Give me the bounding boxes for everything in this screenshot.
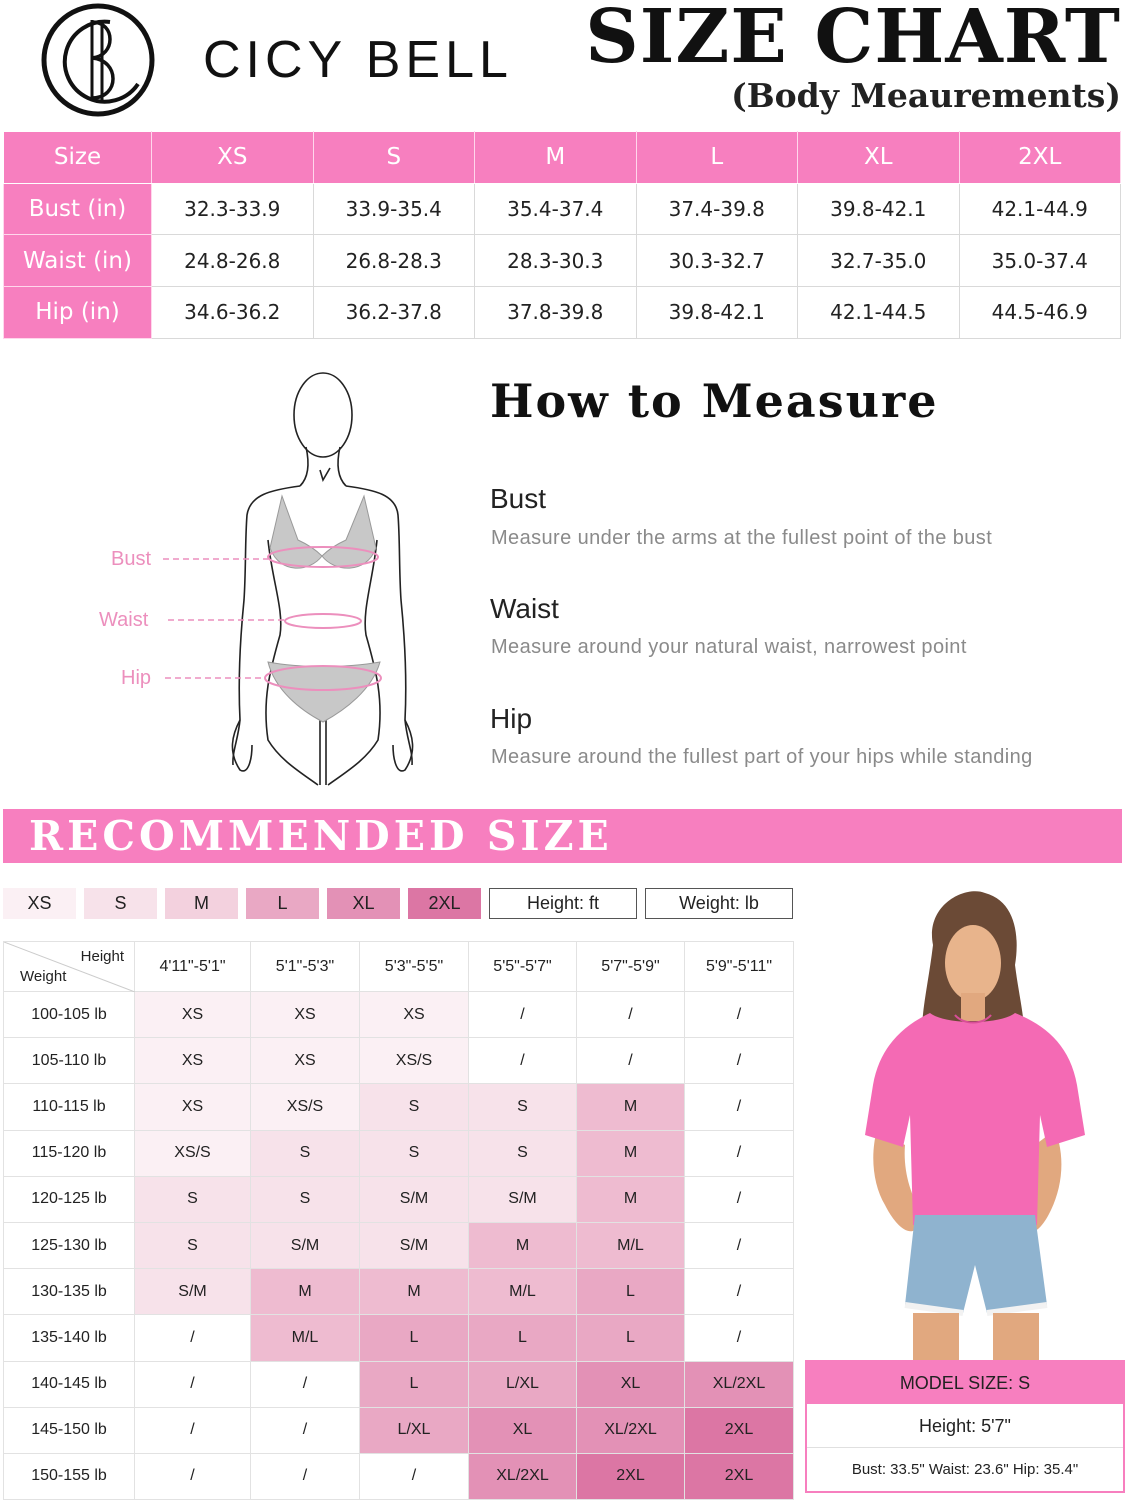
model-photo: [815, 885, 1115, 1360]
size-cell: XL/2XL: [577, 1407, 685, 1453]
height-header: 5'9"-5'11": [685, 942, 794, 992]
size-cell: /: [251, 1361, 360, 1407]
size-cell: M: [577, 1176, 685, 1222]
table-row: [4, 1407, 794, 1453]
table-cell: 42.1-44.9: [959, 183, 1121, 235]
measure-description-bust: Measure under the arms at the fullest point of the bust: [491, 527, 993, 549]
size-cell: S: [251, 1176, 360, 1222]
size-cell: XS/S: [135, 1130, 251, 1176]
size-cell: XL: [469, 1407, 577, 1453]
figure-label-hip: Hip: [121, 667, 152, 689]
brand-name: CICY BELL: [203, 31, 513, 89]
size-cell: M/L: [251, 1315, 360, 1361]
size-cell: /: [469, 1038, 577, 1084]
size-cell: XS: [135, 1038, 251, 1084]
size-cell: /: [577, 992, 685, 1038]
size-chart-table: [3, 131, 1121, 339]
size-cell: S: [360, 1084, 469, 1130]
size-column-header: Size: [4, 132, 152, 184]
body-measurement-figure: [95, 360, 425, 792]
size-cell: /: [251, 1453, 360, 1499]
size-column-header: XS: [152, 132, 314, 184]
table-row: [4, 1176, 794, 1222]
model-measurements: Bust: 33.5" Waist: 23.6" Hip: 35.4": [851, 1461, 1079, 1478]
table-cell: 32.7-35.0: [798, 235, 960, 287]
size-column-header: XL: [798, 132, 960, 184]
table-row: [4, 1130, 794, 1176]
size-cell: /: [135, 1407, 251, 1453]
table-cell: 39.8-42.1: [636, 287, 798, 339]
legend-swatch-2xl: 2XL: [408, 888, 481, 919]
corner-cell: [4, 942, 135, 992]
size-chart-row-hip: [4, 287, 1121, 339]
figure-label-waist: Waist: [99, 609, 149, 631]
weight-label: 135-140 lb: [4, 1315, 135, 1361]
row-label: Hip (in): [4, 287, 152, 339]
measure-heading-hip: Hip: [490, 703, 533, 734]
table-cell: 36.2-37.8: [313, 287, 475, 339]
size-chart-row-bust: [4, 183, 1121, 235]
table-cell: 37.8-39.8: [475, 287, 637, 339]
height-header-row: [4, 942, 794, 992]
size-cell: XL/2XL: [469, 1453, 577, 1499]
corner-weight-label: Weight: [20, 968, 67, 985]
size-cell: 2XL: [685, 1453, 794, 1499]
size-chart-row-waist: [4, 235, 1121, 287]
size-cell: L: [360, 1315, 469, 1361]
size-cell: XS: [251, 992, 360, 1038]
size-cell: M: [577, 1130, 685, 1176]
size-cell: M: [469, 1222, 577, 1268]
size-chart-header-row: [4, 132, 1121, 184]
size-column-header: S: [313, 132, 475, 184]
size-cell: S: [469, 1084, 577, 1130]
measure-heading-waist: Waist: [490, 593, 559, 624]
size-cell: L/XL: [469, 1361, 577, 1407]
size-cell: 2XL: [685, 1407, 794, 1453]
table-cell: 24.8-26.8: [152, 235, 314, 287]
size-cell: S/M: [360, 1176, 469, 1222]
size-cell: M: [577, 1084, 685, 1130]
height-header: 5'7"-5'9": [577, 942, 685, 992]
row-label: Waist (in): [4, 235, 152, 287]
size-cell: 2XL: [577, 1453, 685, 1499]
weight-label: 145-150 lb: [4, 1407, 135, 1453]
size-cell: L: [577, 1315, 685, 1361]
size-cell: /: [360, 1453, 469, 1499]
size-cell: /: [685, 1130, 794, 1176]
size-cell: S/M: [360, 1222, 469, 1268]
table-cell: 30.3-32.7: [636, 235, 798, 287]
size-cell: XS: [135, 1084, 251, 1130]
table-row: [4, 1084, 794, 1130]
weight-label: 150-155 lb: [4, 1453, 135, 1499]
size-cell: S: [251, 1130, 360, 1176]
size-cell: /: [685, 1222, 794, 1268]
size-cell: XS/S: [360, 1038, 469, 1084]
size-cell: XL/2XL: [685, 1361, 794, 1407]
weight-label: 125-130 lb: [4, 1222, 135, 1268]
row-label: Bust (in): [4, 183, 152, 235]
table-row: [4, 1038, 794, 1084]
legend-swatch-s: S: [84, 888, 157, 919]
table-row: [4, 1222, 794, 1268]
size-cell: M/L: [577, 1222, 685, 1268]
size-cell: S/M: [469, 1176, 577, 1222]
weight-label: 100-105 lb: [4, 992, 135, 1038]
measure-description-waist: Measure around your natural waist, narrowest point: [491, 636, 967, 658]
size-cell: /: [469, 992, 577, 1038]
table-row: [4, 1315, 794, 1361]
table-row: [4, 1269, 794, 1315]
legend-swatch-xs: XS: [3, 888, 76, 919]
weight-label: 140-145 lb: [4, 1361, 135, 1407]
model-size: MODEL SIZE: S: [807, 1362, 1123, 1404]
size-cell: L: [469, 1315, 577, 1361]
table-cell: 28.3-30.3: [475, 235, 637, 287]
size-cell: /: [577, 1038, 685, 1084]
size-cell: /: [685, 1176, 794, 1222]
measure-heading-bust: Bust: [490, 483, 547, 514]
size-column-header: L: [636, 132, 798, 184]
size-cell: XS: [135, 992, 251, 1038]
size-cell: L: [360, 1361, 469, 1407]
size-cell: XS/S: [251, 1084, 360, 1130]
figure-label-bust: Bust: [111, 548, 152, 570]
size-cell: S: [135, 1222, 251, 1268]
size-cell: /: [685, 1315, 794, 1361]
size-cell: XL: [577, 1361, 685, 1407]
model-height: Height: 5'7": [807, 1404, 1123, 1448]
size-cell: /: [135, 1361, 251, 1407]
table-row: [4, 992, 794, 1038]
weight-label: 110-115 lb: [4, 1084, 135, 1130]
size-cell: /: [685, 1038, 794, 1084]
table-row: [4, 1361, 794, 1407]
size-cell: /: [685, 992, 794, 1038]
table-cell: 37.4-39.8: [636, 183, 798, 235]
size-cell: S: [135, 1176, 251, 1222]
size-cell: /: [685, 1084, 794, 1130]
table-cell: 35.4-37.4: [475, 183, 637, 235]
table-cell: 39.8-42.1: [798, 183, 960, 235]
height-header: 5'1"-5'3": [251, 942, 360, 992]
weight-label: 115-120 lb: [4, 1130, 135, 1176]
size-cell: M/L: [469, 1269, 577, 1315]
height-header: 5'5"-5'7": [469, 942, 577, 992]
size-cell: S/M: [135, 1269, 251, 1315]
page-title: SIZE CHART: [585, 0, 1121, 80]
weight-label: 130-135 lb: [4, 1269, 135, 1315]
legend-swatch-xl: XL: [327, 888, 400, 919]
corner-height-label: Height: [80, 948, 124, 965]
size-cell: S: [360, 1130, 469, 1176]
size-column-header: M: [475, 132, 637, 184]
weight-unit-box: Weight: lb: [645, 888, 793, 919]
size-cell: /: [685, 1269, 794, 1315]
table-cell: 42.1-44.5: [798, 287, 960, 339]
legend-swatch-m: M: [165, 888, 238, 919]
size-cell: /: [251, 1407, 360, 1453]
size-cell: L: [577, 1269, 685, 1315]
page-subtitle: (Body Meaurements): [731, 76, 1121, 115]
table-cell: 35.0-37.4: [959, 235, 1121, 287]
height-header: 5'3"-5'5": [360, 942, 469, 992]
weight-label: 120-125 lb: [4, 1176, 135, 1222]
size-cell: S/M: [251, 1222, 360, 1268]
table-cell: 26.8-28.3: [313, 235, 475, 287]
size-cell: L/XL: [360, 1407, 469, 1453]
measure-description-hip: Measure around the fullest part of your hips while standing: [491, 746, 1033, 768]
recommended-size-table: [3, 941, 794, 1500]
size-column-header: 2XL: [959, 132, 1121, 184]
height-unit-box: Height: ft: [489, 888, 637, 919]
cb-monogram-icon: [40, 2, 156, 118]
size-cell: S: [469, 1130, 577, 1176]
size-cell: XS: [251, 1038, 360, 1084]
size-cell: M: [251, 1269, 360, 1315]
height-header: 4'11"-5'1": [135, 942, 251, 992]
size-cell: /: [135, 1453, 251, 1499]
recommended-size-title: RECOMMENDED SIZE: [29, 812, 613, 860]
legend-swatch-l: L: [246, 888, 319, 919]
table-cell: 34.6-36.2: [152, 287, 314, 339]
table-cell: 32.3-33.9: [152, 183, 314, 235]
size-cell: XS: [360, 992, 469, 1038]
how-to-measure-title: How to Measure: [490, 374, 939, 428]
weight-label: 105-110 lb: [4, 1038, 135, 1084]
size-cell: M: [360, 1269, 469, 1315]
size-cell: /: [135, 1315, 251, 1361]
model-info-box: [805, 1360, 1125, 1493]
table-row: [4, 1453, 794, 1499]
table-cell: 33.9-35.4: [313, 183, 475, 235]
table-cell: 44.5-46.9: [959, 287, 1121, 339]
